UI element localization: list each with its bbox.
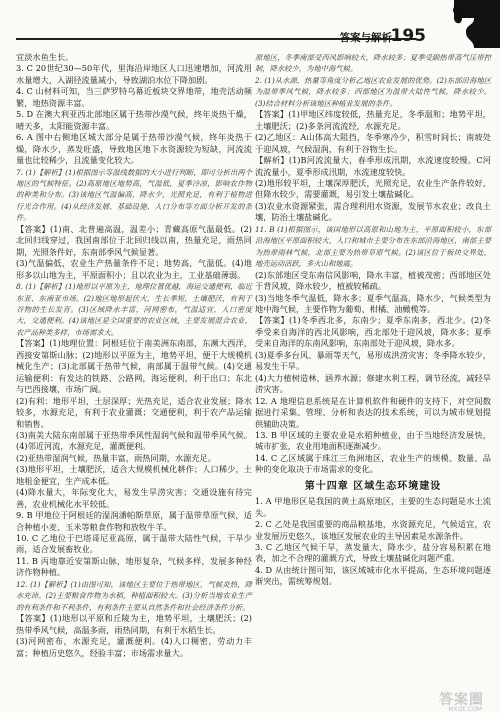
answer-paragraph: (2)乙地区：A山体高大阻挡，冬季寒冷少，积雪时间长；南坡处于迎风坡，气候湿润，有利于谷物生长。 xyxy=(255,132,491,154)
answer-paragraph: 宜淡水鱼生长。 xyxy=(16,52,74,62)
analysis-paragraph: 原地区，冬季南部受西风影响较大，降水较多；夏季受副热带高气压带控制，降水较少，为地中海气候。 xyxy=(255,53,491,74)
answer-paragraph: 2. C 乙处是我国重要的商品粮基地，水资源充足，气候适宜，农业发展历史悠久，该地区发展农业的主导因素是水源条件。 xyxy=(255,519,491,541)
answer-paragraph: (3)农业水资源紧张，需合理利用水资源，发展节水农业；改良土壤，防治土壤盐碱化。 xyxy=(255,200,491,223)
answer-paragraph: (3)夏季多台风、暴雨等天气，易形成洪涝灾害；冬季降水较少，易发生干旱。 xyxy=(255,349,491,372)
answer-paragraph: 3. C 20世纪30—50年代，里海沿岸地区人口迅速增加，河流用水量增大，入湖径流量减小，导致湖泊水位下降加剧。 xyxy=(16,63,252,85)
header-section-label: 答案与解析 xyxy=(339,32,392,44)
analysis-paragraph: 2. (1)从水源、热量等角度分析乙地区农业发展的优势。(2)东部沿海地区为温带季风气候，降水较多；西部地区为温带大陆性气候，降水较少。(3)结合材料分析该地区种植业发展的条件。 xyxy=(255,75,491,108)
watermark-logo: 答案圈 xyxy=(439,692,484,708)
page-number: 195 xyxy=(390,26,426,46)
answer-paragraph: 【解析】(1)B河流流量大，春季形成汛期，水流速度较慢。C河流流量小，夏季形成汛期，水流速度较快。 xyxy=(255,155,491,177)
answer-paragraph: 11. B 丙地靠近安第斯山脉，地形复杂，气候多样，发展多种经济作物种植。 xyxy=(16,555,252,578)
answer-paragraph: (4)大力植树造林，涵养水源；修建水利工程，调节径流，减轻旱涝灾害。 xyxy=(255,372,491,395)
answer-paragraph: 9. B 甲地位于阿根廷的湿润潘帕斯草原，属于温带草原气候，适合种植小麦、玉米等粮食作物和放牧牛羊。 xyxy=(16,510,252,532)
answer-paragraph: 【答案】(1)地理位置：阿根廷位于南美洲东南部，东濒大西洋，西接安第斯山脉；(2)地形以平原为主，地势平坦，便于大规模机械化生产；(3)北部属于热带气候，南部属于温带气候。(4)交通运输便利：有发达的铁路、公路网，海运便利，利于出口；东北与巴西接壤，市场广阔。 xyxy=(16,338,252,395)
analysis-paragraph: 7. (1)【解析】(1)根据图示等温线数据的大小进行判断，即可分析出两个地区的气候特征。(2)高原地区地势高，气温低，夏季冷凉，影响农作物的种类和分布。(3)该地区气温偏高，降水少，光照充足，有利于植物进行光合作用。(4)从经济发展、基础设施、人口分布等方面分析开发的条件。 xyxy=(16,167,252,223)
answer-paragraph: 4. D 从由统计图可知，该区域城市化水平提高，生态环境问题逐渐突出，需统筹规划。 xyxy=(255,564,491,587)
answer-paragraph: (2)有利：地形平坦，土层深厚；光热充足，适合农业发展；降水较多，水源充足，有利于农业灌溉；交通便利，利于农产品运输和销售。 xyxy=(16,395,252,429)
puzzle-piece-icon xyxy=(440,0,500,48)
answer-paragraph: 【答案】(1)地形以平原和丘陵为主，地势平坦，土壤肥沃；(2)热带季风气候，高温多雨，雨热同期，有利于水稻生长。 xyxy=(16,613,252,635)
answer-paragraph: 【答案】(1)冬季西北多，东南少；夏季东南多，西北少。(2)冬季受来自海洋的西北风影响，西北部处于迎风坡，降水多；夏季受来自海洋的东南风影响，东南部处于迎风坡，降水多。 xyxy=(255,315,491,349)
answer-paragraph: 1. A 甲地形区是我国的黄土高原地区，主要的生态问题是水土流失。 xyxy=(255,496,491,518)
chapter-heading: 第十四章 区域生态环境建设 xyxy=(304,480,442,492)
analysis-paragraph: 11. B (1)根据图示，该国地形以高原和山地为主，平原面积较小，东部沿海地区平原面积较大，人口和城市主要分布在东部沿海地区，南部主要为热带雨林气候，北部主要为热带草原气候。(2)该区位于板块交界处，地壳运动活跃，多火山和地震。 xyxy=(255,224,491,269)
answer-paragraph: 6. A 图中右侧地区城大部分是属于热带沙漠气候，终年炎热干燥，降水少，蒸发旺盛，导致地区地下水资源较为短缺，河流流量也比较稀少，且流量变化较大。 xyxy=(16,132,252,166)
answer-paragraph: (3)当地冬季气温低，降水多；夏季气温高，降水少，气候类型为地中海气候，主要作物为葡萄、柑橘、油橄榄等。 xyxy=(255,292,491,314)
answer-paragraph: 13. B 甲区域的主要农业是水稻种植业，由于当地经济发展快，城市扩张，农业用地面积逐渐减少。 xyxy=(255,429,491,452)
answer-column-right xyxy=(255,52,491,588)
watermark-url: MXQE.COM xyxy=(448,706,482,713)
answer-paragraph: (4)降水量大，年际变化大，易发生旱涝灾害；交通设施有待完善，农业机械化水平较低。 xyxy=(16,487,252,509)
answer-paragraph: 14. C 乙区域属于珠江三角洲地区，农业生产的规模、数量、品种的变化取决于市场需求的变化。 xyxy=(255,452,491,475)
answer-paragraph: (2)亚热带湿润气候，热量丰富，雨热同期，水源充足。 xyxy=(16,452,216,463)
answer-paragraph: (2)地形较平坦，土壤深厚肥沃，光照充足，农业生产条件较好，但降水较少，需要灌溉，易引发土壤盐碱化。 xyxy=(255,177,491,200)
answer-paragraph: 12. A 地理信息系统是在计算机软件和硬件的支持下，对空间数据进行采集、管理、分析和表达的技术系统，可以为城市规划提供辅助决策。 xyxy=(255,395,491,429)
answer-paragraph: 4. C 山材料可知，当三萨罗特乌幕近板块交界地带，地壳活动频繁，地热资源丰富。 xyxy=(16,86,252,108)
analysis-paragraph: 12. (1)【解析】(1)由图可知，该地区主要位于热带地区，气候炎热，降水充沛。(2)主要粮食作物为水稻，种植面积较大。(3)分析当地农业生产的有利条件和不利条件，有利条件主要从自然条件和社会经济条件分析。 xyxy=(16,579,252,612)
answer-paragraph: 5. D 在澳大利亚西北部地区属于热带沙漠气候，终年炎热干燥，晴天多，太阳能资源丰富。 xyxy=(16,109,252,131)
answer-paragraph: (3)南美大陆东南部属于亚热带季风性湿润气候和温带季风气候。(4)邻近河流，水源充足，灌溉便利。 xyxy=(16,429,252,452)
answer-column-left xyxy=(16,52,252,659)
answer-paragraph: (2)东部地区受东南信风影响，降水丰富，植被茂密；西部地区处于背风坡，降水较少，植被较稀疏。 xyxy=(255,269,491,292)
answer-paragraph: 3. C 乙地区气候干旱，蒸发量大，降水少，盐分容易积累在地表，加之不合理的灌溉方式，导致土壤盐碱化问题严重。 xyxy=(255,542,491,564)
answer-paragraph: (3)气温偏低，农业生产热量条件不足；地势高，气温低。(4)地形多以山地为主，平原面积小；且以农业为主，工业基础薄弱。 xyxy=(16,258,252,280)
page-header xyxy=(0,0,500,52)
answer-paragraph: (3)地形平坦，土壤肥沃，适合大规模机械化耕作；人口稀少，土地租金便宜，生产成本低。 xyxy=(16,464,252,486)
analysis-paragraph: 8. (1)【解析】(1)地形以平原为主，地理位置优越，海运交通便利，临近东亚、东南亚市场。(2)地区地形起伏大，生长季短，土壤肥沃，有利于谷物的生长发育。(3)区域降水丰富，河网密布，气温适宜，人口密度大，交通便利。(4)该地区是全国重要的农业区域，主要发展混合农业，农产品种类多样，市场需求大。 xyxy=(16,282,252,337)
answer-paragraph: 【答案】(1)甲地区纬度较低，热量充足，冬季温和；地势平坦，土壤肥沃；(2)多条河流流经，水源充足。 xyxy=(255,109,491,131)
answer-paragraph: (3)河网密布，水源充足，灌溉便利。(4)人口稠密，劳动力丰富；种植历史悠久，经验丰富；市场需求量大。 xyxy=(16,636,252,658)
answer-paragraph: 【答案】(1)南、北普遍高温，温差小；青藏高原气温最低。(2)北回归线穿过，我国南部位于北回归线以南，热量充足，雨热同期，光照条件好，东南部季风气候显著。 xyxy=(16,223,252,257)
answer-paragraph: 10. C 乙地位于巴塔哥尼亚高原，属于温带大陆性气候，干旱少雨，适合发展畜牧业。 xyxy=(16,533,252,555)
